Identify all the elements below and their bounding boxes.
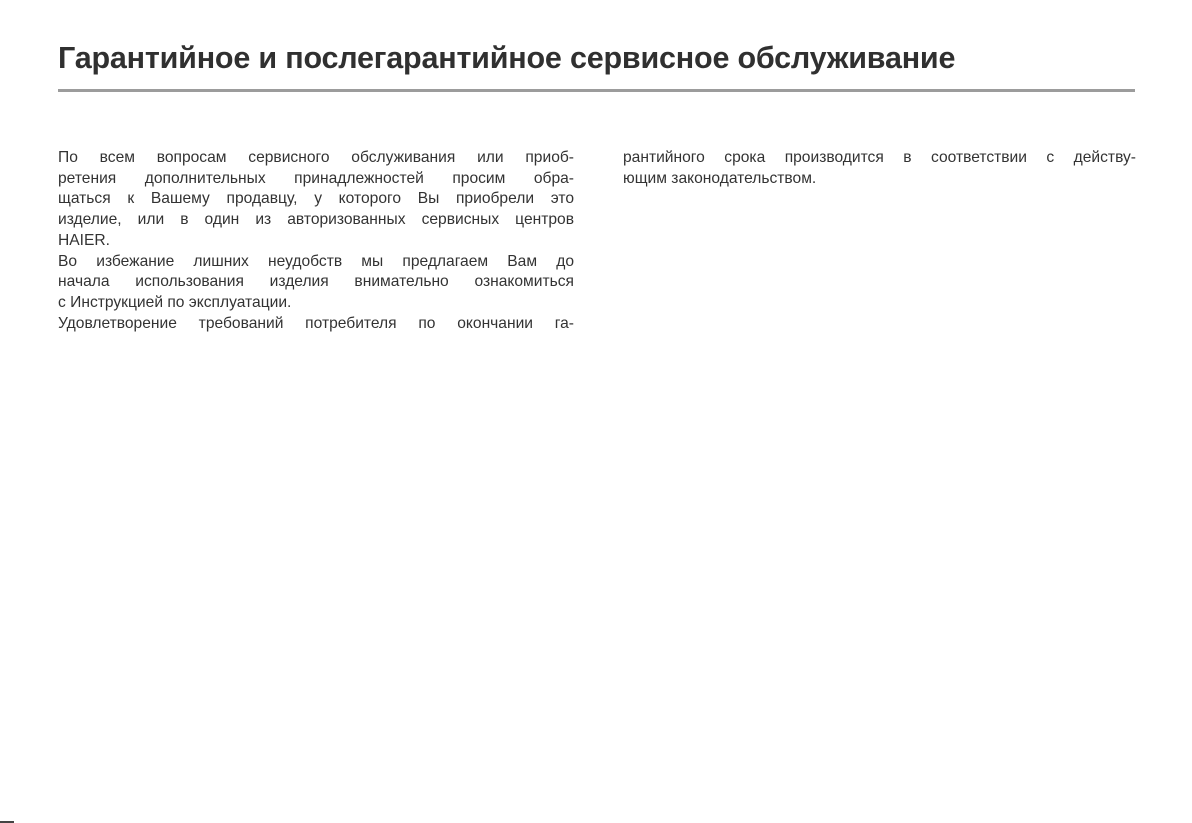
text-column-left — [58, 148, 574, 334]
text-column-right — [623, 148, 1136, 189]
text-line: с Инструкцией по эксплуатации. — [58, 293, 292, 311]
page-title: Гарантийное и послегарантийное сервисное обслуживание — [58, 41, 956, 75]
text-line: щаться к Вашему продавцу, у которого Вы приобрели это — [58, 190, 574, 208]
text-line: Удовлетворение требований потребителя по окончании га- — [58, 314, 574, 332]
text-line: рантийного срока производится в соответствии с действу- — [623, 149, 1136, 166]
text-line: изделие, или в один из авторизованных сервисных центров — [58, 211, 574, 229]
title-divider — [58, 89, 1135, 92]
text-line: начала использования изделия внимательно ознакомиться — [58, 273, 574, 291]
text-line: ретения дополнительных принадлежностей просим обра- — [58, 169, 574, 187]
text-line: Во избежание лишних неудобств мы предлагаем Вам до — [58, 252, 574, 270]
text-line: HAIER. — [58, 231, 110, 249]
text-line: ющим законодательством. — [623, 169, 817, 187]
text-line: По всем вопросам сервисного обслуживания или приоб- — [58, 149, 574, 166]
